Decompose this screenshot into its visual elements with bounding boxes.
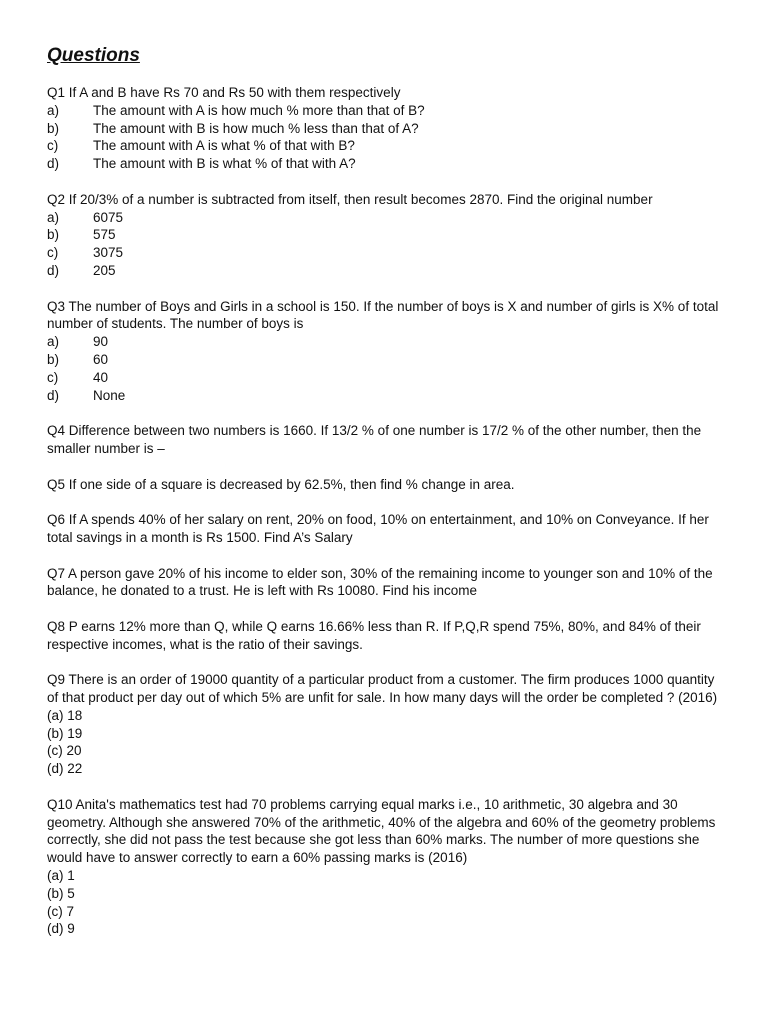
option-item: (d) 22 [47,761,83,777]
question-4 [47,422,728,458]
option-item: (c) 7 [47,903,74,919]
option-marker: a) [47,209,60,225]
option-item [47,351,728,369]
option-marker: a) [47,334,60,350]
option-text: 205 [93,262,116,278]
question-text: Q1 If A and B have Rs 70 and Rs 50 with them respectively [47,85,401,100]
option-marker: b) [47,120,60,136]
option-item [47,137,728,155]
option-marker: c) [47,369,59,385]
option-item [47,120,728,138]
options-list [47,867,728,938]
question-1 [47,84,728,173]
option-text: None [93,387,126,403]
option-marker: d) [47,262,60,278]
option-text: 40 [93,369,109,385]
question-text: Q6 If A spends 40% of her salary on rent, 20% on food, 10% on entertainment, and 10% on Conveyance. If her total savings in a month is Rs 1500. Find A’s Salary [47,512,709,545]
option-marker: c) [47,245,59,261]
option-text: 575 [93,227,116,243]
option-text: 90 [93,334,109,350]
option-item [47,262,728,280]
question-text: Q7 A person gave 20% of his income to elder son, 30% of the remaining income to younger son and 10% of the balance, he donated to a trust. He is left with Rs 10080. Find his income [47,565,713,599]
option-text: 60 [93,351,109,367]
option-item: (a) 18 [47,707,83,723]
question-text: Q3 The number of Boys and Girls in a school is 150. If the number of boys is X and number of girls is X% of total number of students. The number of boys is [47,298,719,332]
option-item [47,226,728,244]
options-list [47,333,728,404]
option-text: 3075 [93,245,124,261]
question-text: Q2 If 20/3% of a number is subtracted from itself, then result becomes 2870. Find the original number [47,191,653,207]
option-item: (b) 5 [47,885,75,901]
question-text: Q10 Anita's mathematics test had 70 problems carrying equal marks i.e., 10 arithmetic, 30 algebra and 30 geometry. Although she answered 70% of the arithmetic, 40% of the algebra and 60% of the geometry problems correctly, she did not pass the test because she got less than 60% marks. The number of more questions she would have to answer correctly to earn a 60% passing marks is (2016) [47,796,716,866]
option-item: (b) 19 [47,725,83,741]
question-text: Q8 P earns 12% more than Q, while Q earns 16.66% less than R. If P,Q,R spend 75%, 80%, and 84% of their respective incomes, what is the ratio of their savings. [47,618,701,652]
option-text: The amount with B is how much % less than that of A? [93,120,419,136]
question-text: Q4 Difference between two numbers is 1660. If 13/2 % of one number is 17/2 % of the other number, then the smaller number is – [47,423,702,456]
option-text: The amount with B is what % of that with A? [93,156,356,172]
question-2 [47,191,728,280]
option-text: 6075 [93,209,124,225]
question-10 [47,796,728,938]
question-text: Q9 There is an order of 19000 quantity of a particular product from a customer. The firm produces 1000 quantity of that product per day out of which 5% are unfit for sale. In how many days will the order be completed ? (2016) [47,672,718,706]
question-7 [47,565,728,601]
question-6 [47,511,728,547]
options-list [47,209,728,280]
option-item: (d) 9 [47,921,75,937]
question-text: Q5 If one side of a square is decreased by 62.5%, then find % change in area. [47,476,515,492]
option-item [47,102,728,120]
option-item [47,244,728,262]
option-text: The amount with A is what % of that with B? [93,138,355,154]
option-item [47,209,728,227]
option-marker: a) [47,102,60,118]
option-item [47,155,728,173]
question-5 [47,476,728,494]
option-marker: d) [47,156,60,172]
option-marker: d) [47,387,60,403]
option-marker: b) [47,351,60,367]
question-3 [47,298,728,405]
question-9 [47,671,728,778]
option-marker: b) [47,227,60,243]
option-item [47,333,728,351]
option-text: The amount with A is how much % more than that of B? [93,102,425,118]
question-8 [47,618,728,654]
option-item: (c) 20 [47,743,82,759]
option-item [47,387,728,405]
page-title: Questions [47,45,140,66]
options-list [47,707,728,778]
option-marker: c) [47,138,59,154]
option-item: (a) 1 [47,868,75,884]
option-item [47,369,728,387]
options-list [47,102,728,173]
